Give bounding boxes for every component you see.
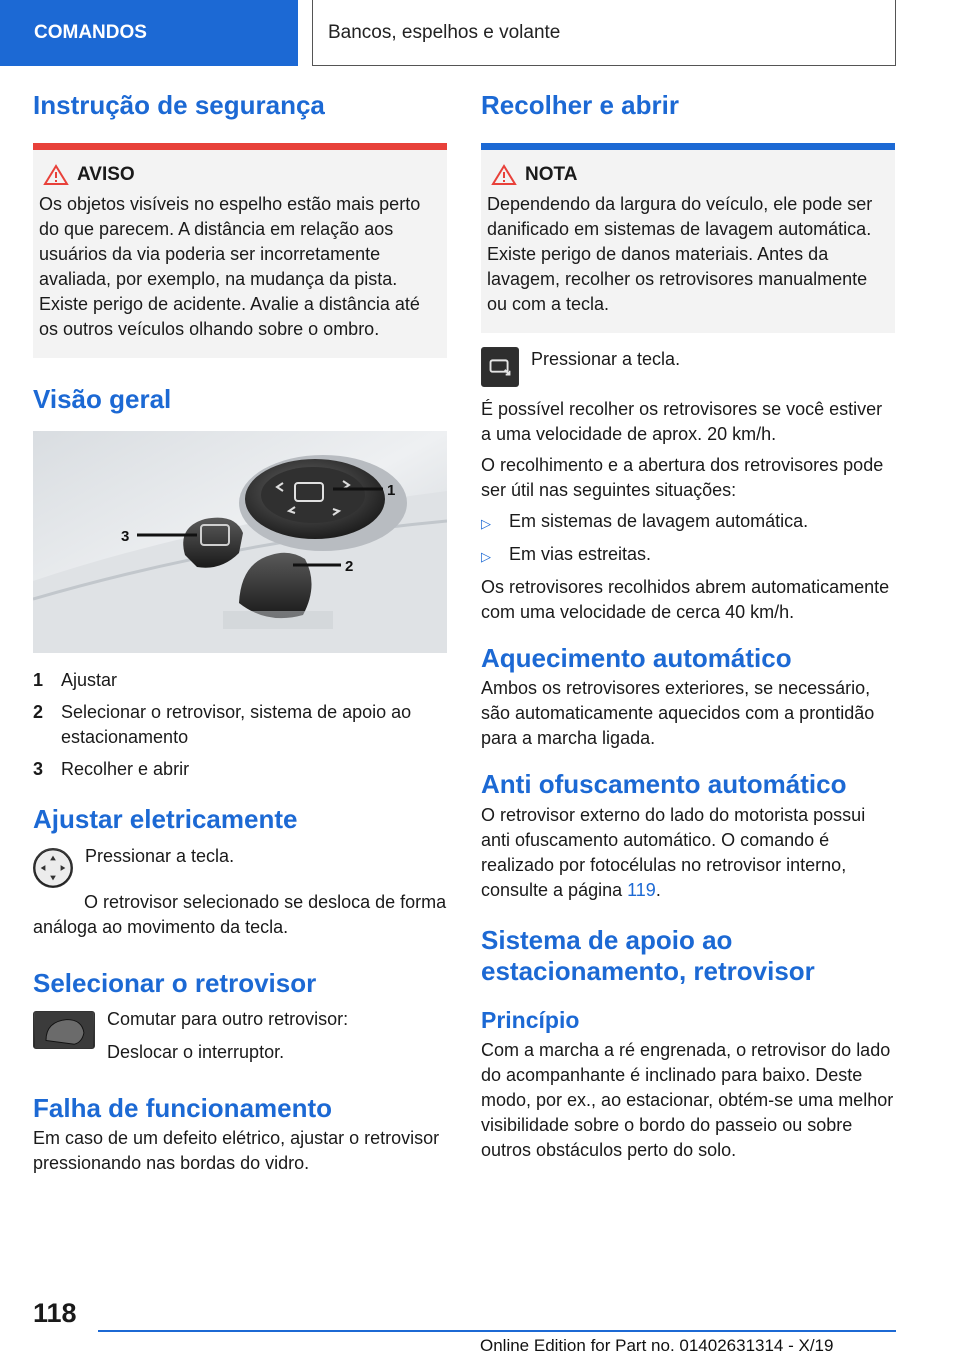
chapter-title: Bancos, espelhos e volante bbox=[312, 0, 896, 66]
select-text-block bbox=[107, 1007, 348, 1065]
legend-text: Ajustar bbox=[61, 670, 118, 691]
select-row bbox=[33, 1007, 447, 1065]
select-text-1: Comutar para outro retrovisor: bbox=[107, 1008, 349, 1029]
antiglare-heading: Anti ofuscamento automático bbox=[481, 769, 847, 800]
footer-divider bbox=[98, 1330, 896, 1332]
bullet-triangle-icon: ▷ bbox=[481, 549, 491, 565]
mirror-fold-button-icon bbox=[481, 347, 519, 387]
edition-note: Online Edition for Part no. 01402631314 - X/19 bbox=[480, 1336, 834, 1355]
situations-list bbox=[481, 509, 895, 569]
fold-text-3: Os retrovisores recolhidos abrem automaticamente com uma velocidade de cerca 40 km/h. bbox=[481, 577, 890, 623]
mirror-select-switch-icon bbox=[33, 1011, 95, 1049]
page-header bbox=[0, 0, 960, 66]
parking-heading: Sistema de apoio ao estacionamento, retrovisor bbox=[481, 924, 815, 986]
list-item bbox=[481, 542, 895, 569]
page-link[interactable]: 119 bbox=[627, 879, 656, 900]
bullet-triangle-icon: ▷ bbox=[481, 516, 491, 532]
adjust-text-block bbox=[85, 844, 234, 888]
legend-text: Recolher e abrir bbox=[61, 759, 190, 780]
warning-title-row bbox=[43, 164, 441, 186]
list-item-text: Em vias estreitas. bbox=[509, 544, 652, 565]
section-tab: COMANDOS bbox=[0, 0, 298, 66]
heating-text: Ambos os retrovisores exteriores, se necessário, são automaticamente aquecidos com a prontidão para a marcha ligada. bbox=[481, 678, 875, 749]
legend-text: Selecionar o retrovisor, sistema de apoio ao estacionamento bbox=[61, 702, 412, 748]
adjust-heading: Ajustar eletricamente bbox=[33, 804, 298, 835]
right-column bbox=[481, 90, 895, 1163]
principle-heading: Princípio bbox=[481, 1006, 580, 1033]
failure-text: Em caso de um defeito elétrico, ajustar o retrovisor pressionando nas bordas do vidro. bbox=[33, 1127, 440, 1173]
fold-text-1: É possível recolher os retrovisores se você estiver a uma velocidade de aprox. 20 km/h. bbox=[481, 399, 883, 445]
mirror-controls-photo bbox=[33, 431, 447, 653]
callout-2: 2 bbox=[345, 558, 354, 576]
list-item bbox=[481, 509, 895, 536]
note-box bbox=[481, 143, 895, 333]
principle-text: Com a marcha a ré engrenada, o retrovisor do lado do acompanhante é inclinado para baixo. Deste modo, por ex., ao estacionar, obtém-se uma melhor visibilidade sobre o bordo do passeio ou sobre outros obstáculos perto do solo. bbox=[481, 1039, 894, 1160]
legend-num: 1 bbox=[33, 670, 44, 691]
legend-num: 2 bbox=[33, 702, 44, 723]
antiglare-paragraph bbox=[481, 803, 895, 903]
select-text-2: Deslocar o interruptor. bbox=[107, 1041, 285, 1062]
warning-triangle-icon bbox=[43, 164, 69, 186]
fold-text-2: O recolhimento e a abertura dos retrovisores pode ser útil nas seguintes situações: bbox=[481, 455, 884, 501]
fold-heading: Recolher e abrir bbox=[481, 90, 679, 120]
note-text: Dependendo da largura do veículo, ele pode ser danificado em sistemas de lavagem automática. Existe perigo de danos materiais. Antes da lavagem, recolher os retrovisores manualmente ou com a tecla. bbox=[487, 194, 873, 315]
list-item-text: Em sistemas de lavagem automática. bbox=[509, 511, 809, 532]
warning-text: Os objetos visíveis no espelho estão mais perto do que parecem. A distância em relação aos usuários da via poderia ser incorretamente avaliada, por exemplo, na mudança da pista. Existe perigo de acidente. Avalie a distância até os outros veículos olhando sobre o ombro. bbox=[39, 194, 421, 340]
select-heading: Selecionar o retrovisor bbox=[33, 967, 317, 998]
legend-item bbox=[33, 668, 447, 693]
antiglare-end: . bbox=[655, 879, 661, 900]
heating-heading: Aquecimento automático bbox=[481, 643, 792, 674]
left-column bbox=[33, 90, 447, 1176]
adjust-text-1: Pressionar a tecla. bbox=[85, 845, 235, 866]
mirror-adjust-button-icon bbox=[33, 848, 73, 888]
fold-press-text: Pressionar a tecla. bbox=[531, 349, 681, 370]
safety-heading: Instrução de segurança bbox=[33, 90, 325, 120]
warning-triangle-icon bbox=[491, 164, 517, 186]
adjust-row bbox=[33, 844, 447, 888]
warning-box bbox=[33, 143, 447, 358]
note-title: NOTA bbox=[525, 164, 578, 186]
page-number: 118 bbox=[33, 1298, 77, 1328]
failure-heading: Falha de funcionamento bbox=[33, 1092, 333, 1123]
legend-item bbox=[33, 757, 447, 782]
fold-press-row bbox=[481, 347, 895, 387]
legend-num: 3 bbox=[33, 759, 44, 780]
note-title-row bbox=[491, 164, 889, 186]
overview-heading: Visão geral bbox=[33, 384, 172, 415]
legend bbox=[33, 668, 447, 782]
antiglare-text: O retrovisor externo do lado do motorista possui anti ofuscamento automático. O comando é realizado por fotocélulas no retrovisor interno, consulte a página bbox=[481, 804, 866, 900]
legend-item bbox=[33, 700, 447, 750]
callout-1: 1 bbox=[387, 482, 396, 500]
warning-title: AVISO bbox=[77, 164, 135, 186]
adjust-text-2: O retrovisor selecionado se desloca de forma análoga ao movimento da tecla. bbox=[33, 891, 447, 937]
callout-3: 3 bbox=[121, 528, 130, 546]
